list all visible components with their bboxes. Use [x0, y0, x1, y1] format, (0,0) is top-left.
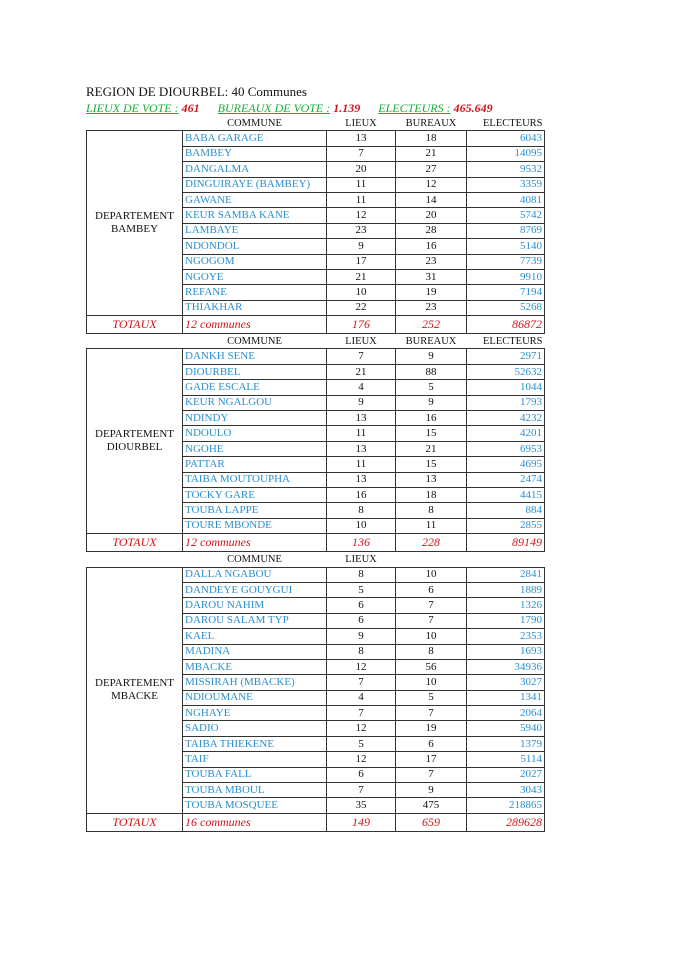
totals-label: TOTAUX	[87, 534, 183, 552]
bureaux-cell: 19	[396, 721, 467, 736]
commune-cell: NDINDY	[183, 411, 327, 426]
commune-cell: LAMBAYE	[183, 223, 327, 238]
totals-electeurs: 89149	[467, 534, 545, 552]
lieux-cell: 7	[327, 706, 396, 721]
lieux-de-vote-label: LIEUX DE VOTE :	[86, 101, 179, 115]
electeurs-cell: 3027	[467, 675, 545, 690]
bureaux-cell: 9	[396, 395, 467, 410]
electeurs-label: ELECTEURS :	[378, 101, 451, 115]
bureaux-cell: 475	[396, 798, 467, 813]
lieux-cell: 11	[327, 192, 396, 207]
commune-cell: DAROU NAHIM	[183, 598, 327, 613]
lieux-cell: 8	[327, 567, 396, 582]
commune-cell: KEUR NGALGOU	[183, 395, 327, 410]
bureaux-cell: 9	[396, 349, 467, 364]
electeurs-cell: 2841	[467, 567, 545, 582]
commune-cell: BABA GARAGE	[183, 131, 327, 146]
bureaux-cell: 10	[396, 567, 467, 582]
totals-bureaux: 659	[396, 813, 467, 831]
commune-cell: DANKH SENE	[183, 349, 327, 364]
electeurs-cell: 1790	[467, 613, 545, 628]
lieux-cell: 13	[327, 441, 396, 456]
department-name: DIOURBEL	[106, 441, 163, 454]
department-name: BAMBEY	[110, 223, 159, 236]
bureaux-cell: 15	[396, 426, 467, 441]
lieux-cell: 6	[327, 767, 396, 782]
lieux-cell: 13	[327, 411, 396, 426]
commune-cell: TAIBA THIEKENE	[183, 736, 327, 751]
lieux-cell: 8	[327, 503, 396, 518]
commune-cell: TOUBA LAPPE	[183, 503, 327, 518]
bureaux-cell: 31	[396, 269, 467, 284]
bureaux-cell: 28	[396, 223, 467, 238]
department-tables	[86, 116, 543, 832]
totals-lieux: 136	[327, 534, 396, 552]
bureaux-de-vote-label: BUREAUX DE VOTE :	[217, 101, 331, 115]
bureaux-cell: 16	[396, 239, 467, 254]
totals-label: TOTAUX	[87, 316, 183, 334]
totals-bureaux: 228	[396, 534, 467, 552]
bureaux-cell: 20	[396, 208, 467, 223]
table-row	[87, 567, 545, 582]
lieux-cell: 35	[327, 798, 396, 813]
totals-electeurs: 289628	[467, 813, 545, 831]
electeurs-cell: 2971	[467, 349, 545, 364]
commune-cell: KEUR SAMBA KANE	[183, 208, 327, 223]
electeurs-cell: 6043	[467, 131, 545, 146]
commune-cell: KAEL	[183, 629, 327, 644]
department-table	[86, 552, 545, 832]
bureaux-cell: 5	[396, 690, 467, 705]
electeurs-cell: 2353	[467, 629, 545, 644]
electeurs-cell: 8769	[467, 223, 545, 238]
table-row	[87, 131, 545, 146]
commune-cell: DIOURBEL	[183, 364, 327, 379]
region-title: REGION DE DIOURBEL: 40 Communes	[86, 84, 307, 99]
column-header-electeurs	[467, 552, 545, 567]
bureaux-cell: 18	[396, 487, 467, 502]
bureaux-cell: 7	[396, 706, 467, 721]
electeurs-cell: 34936	[467, 659, 545, 674]
lieux-cell: 7	[327, 349, 396, 364]
table-header-row	[87, 334, 545, 349]
electeurs-cell: 5940	[467, 721, 545, 736]
column-header-bureaux	[396, 552, 467, 567]
bureaux-cell: 15	[396, 457, 467, 472]
commune-cell: MISSIRAH (MBACKE)	[183, 675, 327, 690]
column-header-lieux: LIEUX	[345, 553, 377, 565]
totals-communes: 16 communes	[183, 813, 327, 831]
commune-cell: NGOYE	[183, 269, 327, 284]
bureaux-cell: 7	[396, 613, 467, 628]
commune-cell: TOURE MBONDE	[183, 518, 327, 533]
lieux-cell: 10	[327, 285, 396, 300]
lieux-cell: 12	[327, 659, 396, 674]
commune-cell: NGOGOM	[183, 254, 327, 269]
bureaux-cell: 11	[396, 518, 467, 533]
totals-row	[87, 813, 545, 831]
electeurs-cell: 5742	[467, 208, 545, 223]
bureaux-cell: 19	[396, 285, 467, 300]
commune-cell: TOUBA MBOUL	[183, 783, 327, 798]
lieux-de-vote-value: 461	[181, 101, 200, 115]
bureaux-cell: 27	[396, 162, 467, 177]
table-row	[87, 349, 545, 364]
commune-cell: TOUBA MOSQUEE	[183, 798, 327, 813]
lieux-cell: 16	[327, 487, 396, 502]
lieux-cell: 9	[327, 629, 396, 644]
totals-communes: 12 communes	[183, 534, 327, 552]
totals-row	[87, 534, 545, 552]
lieux-cell: 5	[327, 582, 396, 597]
bureaux-cell: 7	[396, 598, 467, 613]
electeurs-cell: 1793	[467, 395, 545, 410]
table-header-row	[87, 552, 545, 567]
column-header-lieux: LIEUX	[345, 117, 377, 129]
commune-cell: TAIBA MOUTOUPHA	[183, 472, 327, 487]
department-label: DEPARTEMENT	[95, 428, 174, 441]
document-content	[86, 84, 543, 832]
electeurs-cell: 5140	[467, 239, 545, 254]
lieux-cell: 8	[327, 644, 396, 659]
bureaux-cell: 13	[396, 472, 467, 487]
bureaux-cell: 8	[396, 644, 467, 659]
bureaux-cell: 21	[396, 146, 467, 161]
department-label: DEPARTEMENT	[95, 210, 174, 223]
commune-cell: NDIOUMANE	[183, 690, 327, 705]
department-name-cell	[87, 131, 183, 316]
bureaux-de-vote-value: 1.139	[333, 101, 361, 115]
commune-cell: NGHAYE	[183, 706, 327, 721]
lieux-cell: 12	[327, 208, 396, 223]
electeurs-cell: 2064	[467, 706, 545, 721]
electeurs-cell: 2474	[467, 472, 545, 487]
electeurs-cell: 4695	[467, 457, 545, 472]
totals-row	[87, 316, 545, 334]
totals-lieux: 149	[327, 813, 396, 831]
electeurs-cell: 1326	[467, 598, 545, 613]
electeurs-cell: 5114	[467, 752, 545, 767]
electeurs-cell: 1341	[467, 690, 545, 705]
department-label: DEPARTEMENT	[95, 677, 174, 690]
electeurs-cell: 884	[467, 503, 545, 518]
commune-cell: MBACKE	[183, 659, 327, 674]
department-table	[86, 334, 545, 552]
totals-bureaux: 252	[396, 316, 467, 334]
electeurs-cell: 6953	[467, 441, 545, 456]
lieux-cell: 13	[327, 472, 396, 487]
commune-cell: DANDEYE GOUYGUI	[183, 582, 327, 597]
lieux-cell: 5	[327, 736, 396, 751]
lieux-cell: 12	[327, 752, 396, 767]
lieux-cell: 23	[327, 223, 396, 238]
bureaux-cell: 16	[396, 411, 467, 426]
commune-cell: NDONDOL	[183, 239, 327, 254]
bureaux-cell: 8	[396, 503, 467, 518]
commune-cell: MADINA	[183, 644, 327, 659]
lieux-cell: 11	[327, 177, 396, 192]
lieux-cell: 11	[327, 426, 396, 441]
commune-cell: NDOULO	[183, 426, 327, 441]
lieux-cell: 22	[327, 300, 396, 315]
lieux-cell: 9	[327, 395, 396, 410]
electeurs-cell: 9910	[467, 269, 545, 284]
bureaux-cell: 17	[396, 752, 467, 767]
bureaux-cell: 21	[396, 441, 467, 456]
electeurs-cell: 4232	[467, 411, 545, 426]
lieux-cell: 7	[327, 675, 396, 690]
commune-cell: TOUBA FALL	[183, 767, 327, 782]
electeurs-cell: 218865	[467, 798, 545, 813]
commune-cell: GADE ESCALE	[183, 380, 327, 395]
electeurs-cell: 14095	[467, 146, 545, 161]
electeurs-cell: 2027	[467, 767, 545, 782]
department-name-cell	[87, 349, 183, 534]
bureaux-cell: 23	[396, 300, 467, 315]
bureaux-cell: 10	[396, 629, 467, 644]
commune-cell: THIAKHAR	[183, 300, 327, 315]
lieux-cell: 13	[327, 131, 396, 146]
electeurs-value: 465.649	[453, 101, 493, 115]
column-header-commune: COMMUNE	[227, 553, 282, 565]
commune-cell: REFANE	[183, 285, 327, 300]
electeurs-cell: 1693	[467, 644, 545, 659]
electeurs-cell: 3359	[467, 177, 545, 192]
commune-cell: DINGUIRAYE (BAMBEY)	[183, 177, 327, 192]
column-header-commune: COMMUNE	[227, 335, 282, 347]
bureaux-cell: 6	[396, 582, 467, 597]
commune-cell: GAWANE	[183, 192, 327, 207]
commune-cell: DALLA NGABOU	[183, 567, 327, 582]
commune-cell: TOCKY GARE	[183, 487, 327, 502]
column-header-bureaux: BUREAUX	[405, 117, 457, 129]
lieux-cell: 12	[327, 721, 396, 736]
totals-electeurs: 86872	[467, 316, 545, 334]
region-summary	[86, 100, 536, 116]
bureaux-cell: 12	[396, 177, 467, 192]
electeurs-cell: 5268	[467, 300, 545, 315]
commune-cell: DAROU SALAM TYP	[183, 613, 327, 628]
commune-cell: BAMBEY	[183, 146, 327, 161]
department-table	[86, 116, 545, 334]
bureaux-cell: 9	[396, 783, 467, 798]
lieux-cell: 7	[327, 146, 396, 161]
electeurs-cell: 4081	[467, 192, 545, 207]
bureaux-cell: 6	[396, 736, 467, 751]
bureaux-cell: 5	[396, 380, 467, 395]
lieux-cell: 11	[327, 457, 396, 472]
table-header-row	[87, 116, 545, 131]
lieux-cell: 20	[327, 162, 396, 177]
lieux-cell: 10	[327, 518, 396, 533]
electeurs-cell: 4201	[467, 426, 545, 441]
bureaux-cell: 23	[396, 254, 467, 269]
electeurs-cell: 9532	[467, 162, 545, 177]
electeurs-cell: 1379	[467, 736, 545, 751]
electeurs-cell: 3043	[467, 783, 545, 798]
electeurs-cell: 7739	[467, 254, 545, 269]
lieux-cell: 6	[327, 613, 396, 628]
lieux-cell: 4	[327, 690, 396, 705]
electeurs-cell: 52632	[467, 364, 545, 379]
totals-lieux: 176	[327, 316, 396, 334]
electeurs-cell: 1889	[467, 582, 545, 597]
bureaux-cell: 7	[396, 767, 467, 782]
column-header-electeurs: ELECTEURS	[483, 117, 543, 129]
bureaux-cell: 10	[396, 675, 467, 690]
lieux-cell: 21	[327, 269, 396, 284]
electeurs-cell: 7194	[467, 285, 545, 300]
lieux-cell: 4	[327, 380, 396, 395]
lieux-cell: 7	[327, 783, 396, 798]
commune-cell: TAIF	[183, 752, 327, 767]
bureaux-cell: 56	[396, 659, 467, 674]
totals-label: TOTAUX	[87, 813, 183, 831]
commune-cell: DANGALMA	[183, 162, 327, 177]
department-name: MBACKE	[110, 690, 159, 703]
bureaux-cell: 18	[396, 131, 467, 146]
totals-communes: 12 communes	[183, 316, 327, 334]
commune-cell: PATTAR	[183, 457, 327, 472]
column-header-lieux: LIEUX	[345, 335, 377, 347]
column-header-bureaux: BUREAUX	[405, 335, 457, 347]
column-header-commune: COMMUNE	[227, 117, 282, 129]
lieux-cell: 17	[327, 254, 396, 269]
lieux-cell: 6	[327, 598, 396, 613]
commune-cell: NGOHE	[183, 441, 327, 456]
commune-cell: SADIO	[183, 721, 327, 736]
electeurs-cell: 4415	[467, 487, 545, 502]
electeurs-cell: 1044	[467, 380, 545, 395]
lieux-cell: 9	[327, 239, 396, 254]
bureaux-cell: 88	[396, 364, 467, 379]
column-header-electeurs: ELECTEURS	[483, 335, 543, 347]
lieux-cell: 21	[327, 364, 396, 379]
electeurs-cell: 2855	[467, 518, 545, 533]
bureaux-cell: 14	[396, 192, 467, 207]
department-name-cell	[87, 567, 183, 813]
